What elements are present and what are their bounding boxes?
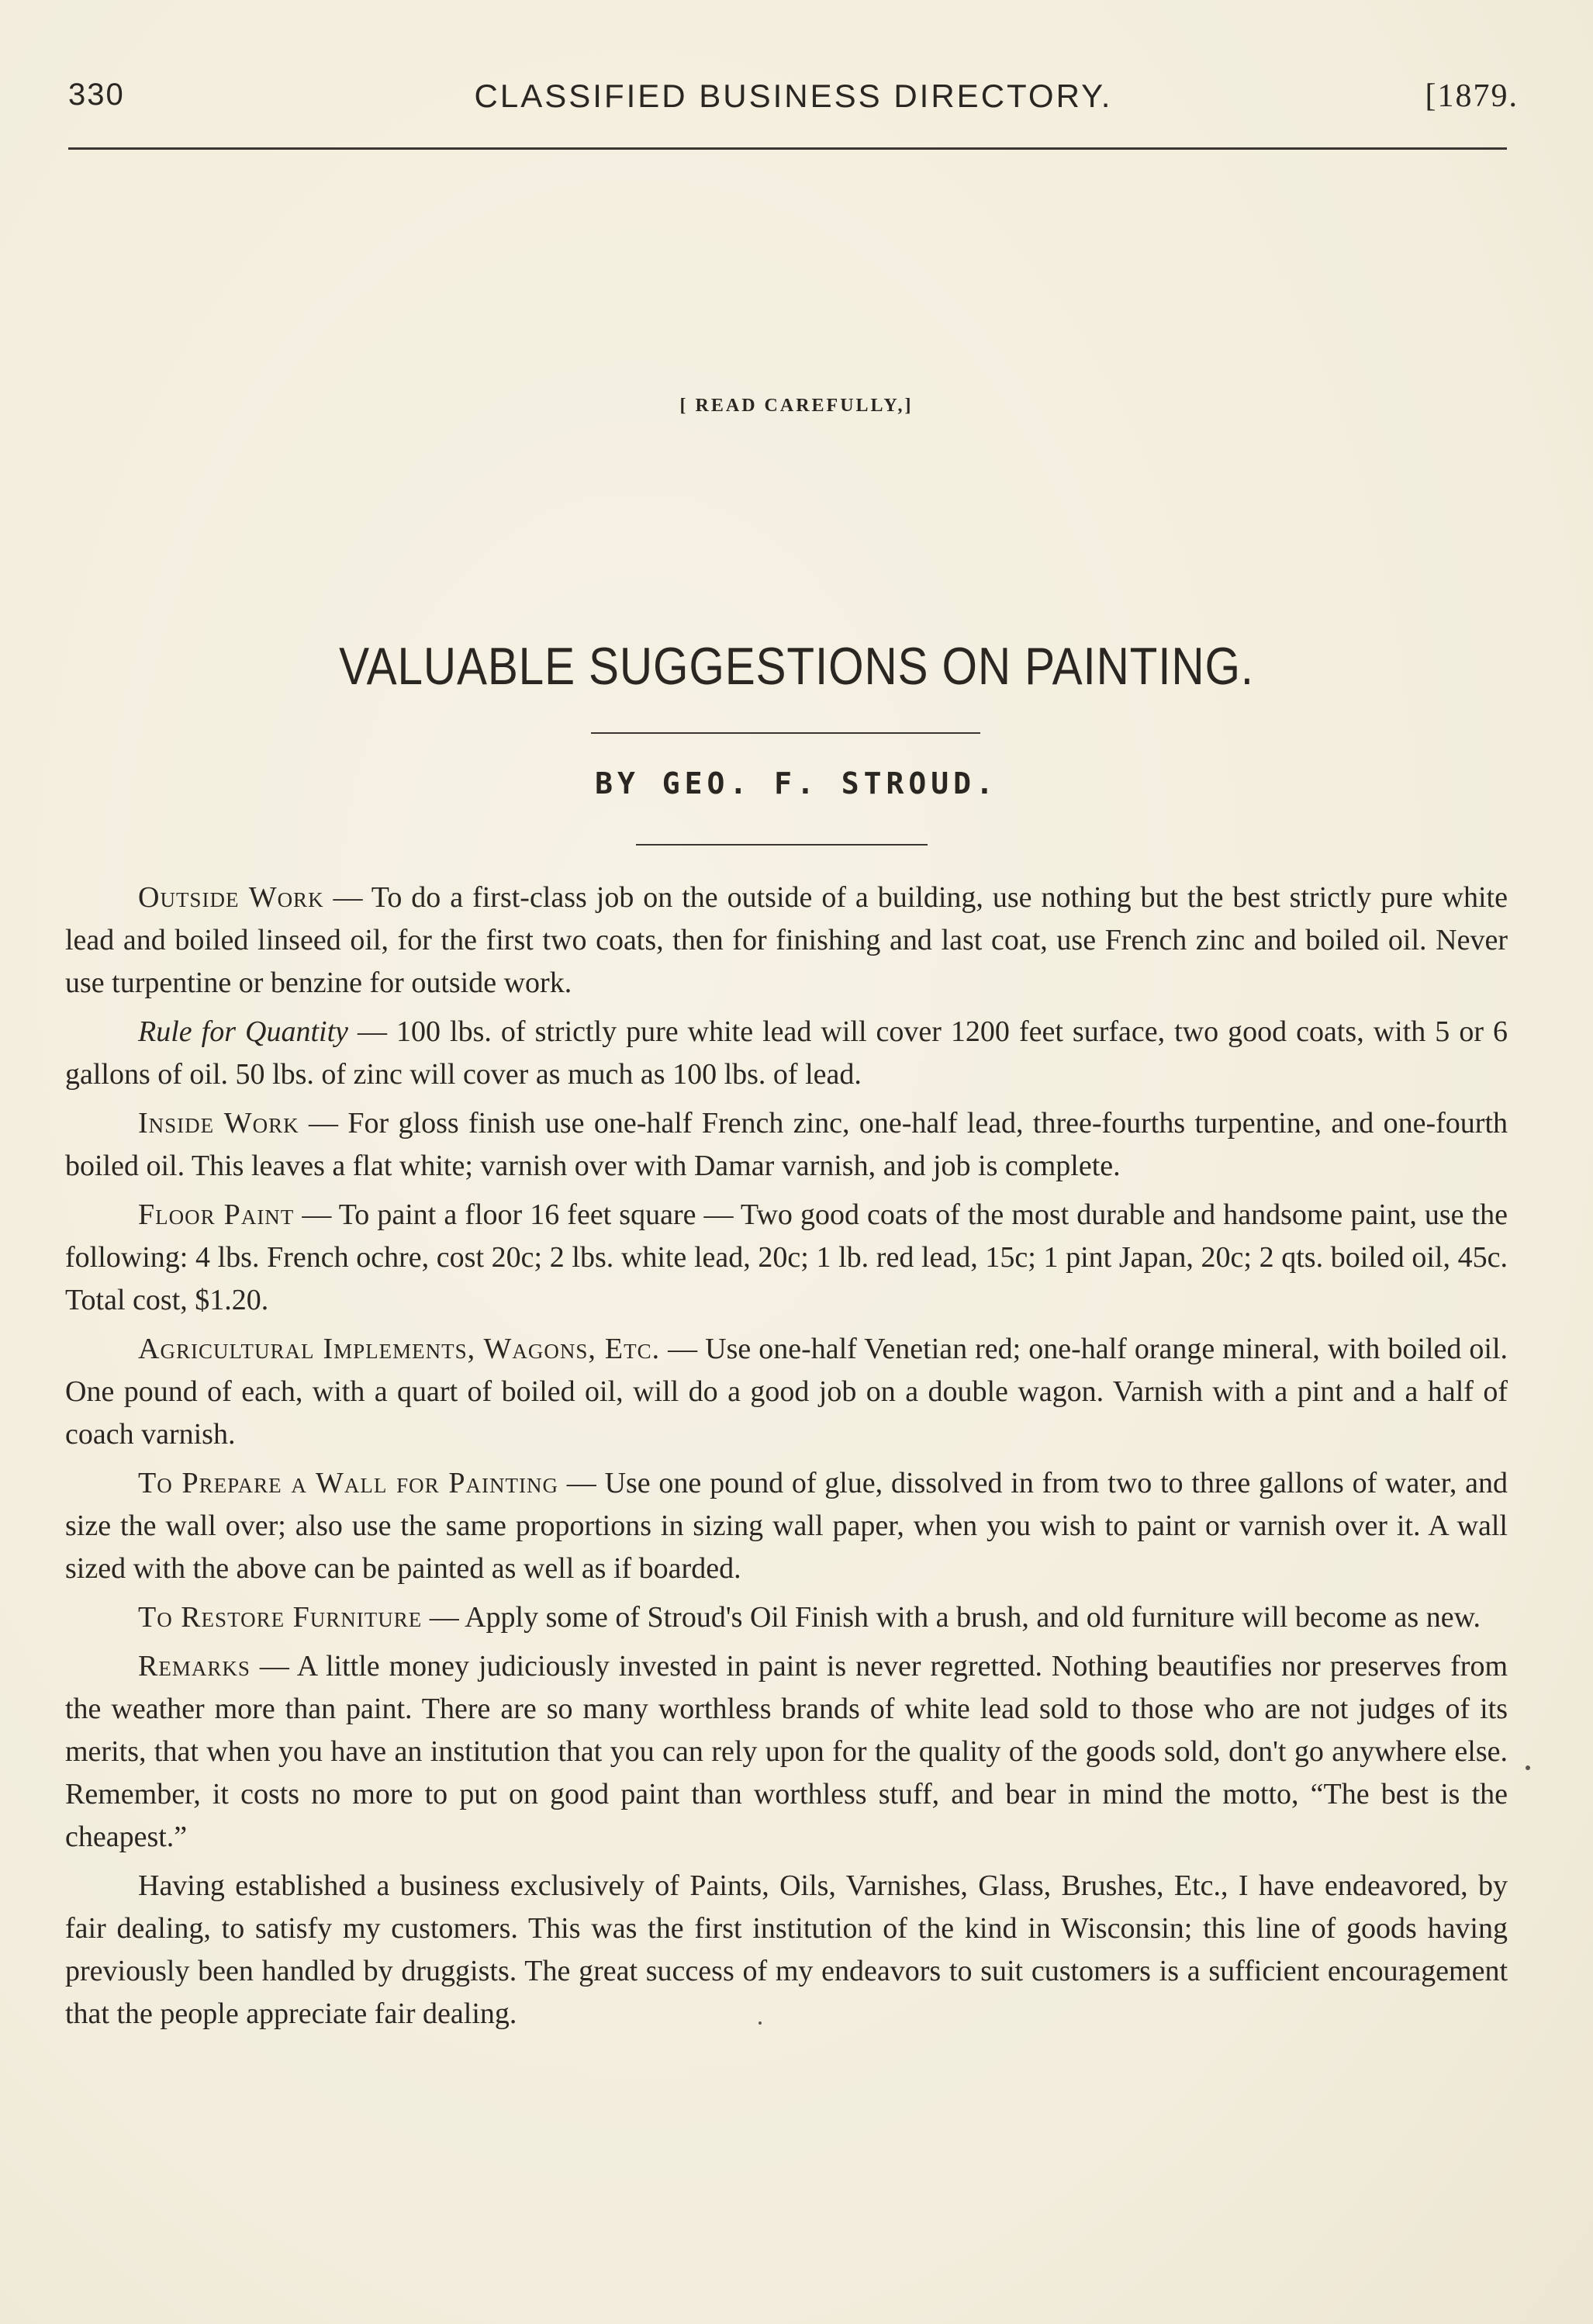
paragraph-text: To paint a floor 16 feet square — Two good coats of the most durable and handsome paint, use the following: 4 lbs. French ochre, cost 20c; 2 lbs. white lead, 20c; 1 lb. red lead, 15c; 1 pint Japan, 20c; 2 qts. boiled oil, 45c. Total cost, $1.20. [65,1198,1508,1316]
heading-dash: — [250,1650,297,1682]
paragraph-heading: Remarks [138,1650,251,1682]
paragraph-rule-for-quantity [65,1011,1508,1096]
paragraph-heading: To Prepare a Wall for Painting [138,1467,559,1499]
paper-speck [758,2021,762,2025]
paragraph-restore-furniture [65,1596,1508,1639]
article-body [65,877,1508,2042]
paragraph-closing [65,1865,1508,2035]
heading-dash: — [299,1107,348,1140]
paragraph-heading: Rule for Quantity [138,1015,348,1048]
heading-dash: — [294,1198,339,1231]
paragraph-text: For gloss finish use one-half French zinc, one-half lead, three-fourths turpentine, and one-fourth boiled oil. This leaves a flat white; varnish over with Damar varnish, and job is complete. [65,1107,1508,1182]
page-number: 330 [68,78,125,112]
heading-dash: — [348,1015,397,1048]
paragraph-text: To do a first-class job on the outside of a building, use nothing but the best strictly pure white lead and boiled linseed oil, for the first two coats, then for finishing and last coat, use French zinc and boiled oil. Never use turpentine or benzine for outside work. [65,881,1508,999]
paragraph-text: A little money judiciously invested in paint is never regretted. Nothing beautifies nor preserves from the weather more than paint. There are so many worthless brands of white lead sold to those who are not judges of its merits, that when you have an institution that you can rely upon for the quality of the goods sold, don't go anywhere else. Remember, it costs no more to put on good paint than worthless stuff, and bear in mind the motto, “The best is the cheapest.” [65,1650,1508,1853]
paragraph-heading: Agricultural Implements, Wagons, Etc. [138,1333,661,1365]
header-rule [68,147,1507,150]
paragraph-text: Use one pound of glue, dissolved in from two to three gallons of water, and size the wall over; also use the same proportions in sizing wall paper, when you wish to paint or varnish over it. A wall sized with the above can be painted as well as if boarded. [65,1467,1508,1585]
paragraph-floor-paint [65,1194,1508,1322]
paragraph-heading: Inside Work [138,1107,299,1140]
running-title: CLASSIFIED BUSINESS DIRECTORY. [474,78,1113,114]
paragraph-outside-work [65,877,1508,1005]
paragraph-inside-work [65,1102,1508,1188]
read-carefully-note: [ READ CAREFULLY,] [679,396,914,416]
paragraph-heading: To Restore Furniture [138,1601,423,1634]
heading-dash: — [558,1467,605,1499]
paragraph-text: Having established a business exclusively of Paints, Oils, Varnishes, Glass, Brushes, Etc., I have endeavored, by fair dealing, to satisfy my customers. This was the first institution of the kind in Wisconsin; this line of goods having previously been handled by druggists. The great success of my endeavors to suit customers is a sufficient encouragement that the people appreciate fair dealing. [65,1869,1508,2030]
paragraph-text: 100 lbs. of strictly pure white lead will cover 1200 feet surface, two good coats, with 5 or 6 gallons of oil. 50 lbs. of zinc will cover as much as 100 lbs. of lead. [65,1015,1508,1091]
heading-dash: — [660,1333,706,1365]
paragraph-heading: Outside Work [138,881,324,914]
paragraph-text: Use one-half Venetian red; one-half orange mineral, with boiled oil. One pound of each, with a quart of boiled oil, will do a good job on a double wagon. Varnish with a pint and a half of coach varnish. [65,1333,1508,1451]
paragraph-text: Apply some of Stroud's Oil Finish with a brush, and old furniture will become as new. [465,1601,1481,1634]
paragraph-prepare-wall [65,1462,1508,1590]
title-rule [591,732,980,734]
header-year: [1879. [1425,78,1519,114]
heading-dash: — [323,881,371,914]
byline: BY GEO. F. STROUD. [595,766,998,801]
paper-speck [1526,1765,1530,1770]
paragraph-agricultural-implements [65,1328,1508,1456]
article-title: VALUABLE SUGGESTIONS ON PAINTING. [339,637,1254,696]
byline-rule [636,844,928,846]
paragraph-remarks [65,1645,1508,1859]
paragraph-heading: Floor Paint [138,1198,295,1231]
running-header [68,78,1519,124]
heading-dash: — [422,1601,465,1634]
